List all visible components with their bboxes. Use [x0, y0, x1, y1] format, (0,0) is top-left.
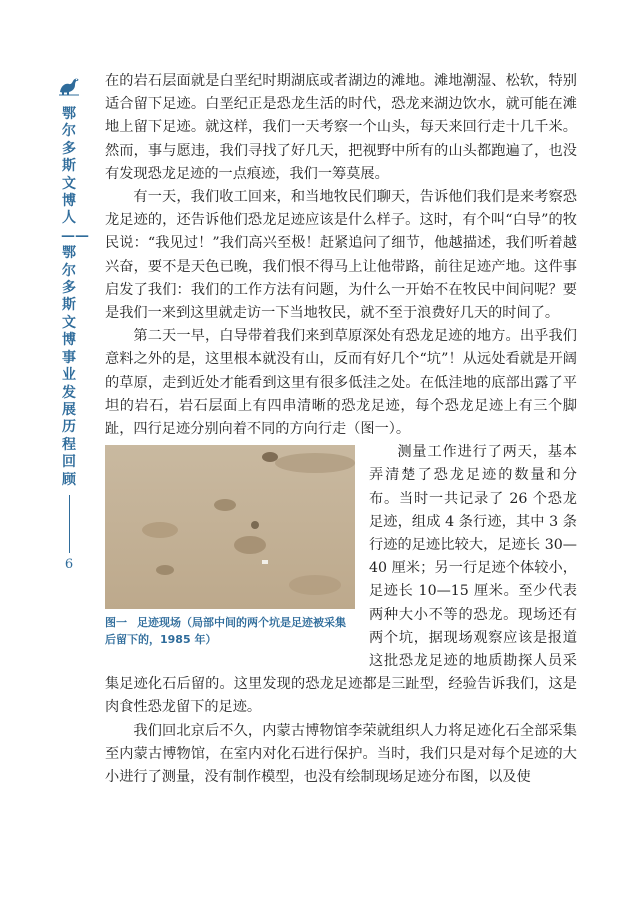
figure-label: 图一 [105, 616, 127, 630]
figure-caption-text: 足迹现场（局部中间的两个坑是足迹被采集后留下的，1985 年） [105, 616, 346, 647]
sidebar-divider [69, 495, 70, 553]
paragraph-3: 第二天一早，白导带着我们来到草原深处有恐龙足迹的地方。出乎我们意料之外的是，这里根本就没有山，反而有好几个“坑”！从远处看就是开阔的草原，走到近处才能看到这里有很多低洼之处。在低洼地的底部出露了平坦的岩石，岩石层面上有四串清晰的恐龙足迹，每个恐龙足迹上有三个脚趾，四行足迹分别向着不同的方向行走（图一）。 [105, 328, 577, 438]
sidebar [56, 74, 89, 572]
figure-1 [105, 445, 355, 648]
paragraph-2: 有一天，我们收工回来，和当地牧民们聊天，告诉他们我们是来考察恐龙足迹的，还告诉他们恐龙足迹应该是什么样子。这时，有个叫“白导”的牧民说：“我见过！”我们高兴至极！赶紧追问了细节，他越描述，我们听着越兴奋，要不是天色已晚，我们恨不得马上让他带路，前往足迹产地。这件事启发了我们：我们的工作方法有问题，为什么一开始不在牧民中间问呢？要是我们一来到这里就走访一下当地牧民，就不至于浪费好几天的时间了。 [105, 189, 577, 322]
paragraph-4: 测量工作进行了两天，基本弄清楚了恐龙足迹的数量和分布。当时一共记录了 26 个恐龙足迹，组成 4 条行迹，其中 3 条行迹的足迹比较大，足迹长 30—40 厘米；另一行足迹个体较小，足迹长 10—15 厘米。至少代表两种大小不等的恐龙。现场还有两个坑，据现场观察应该是报道这批恐龙足迹的地质勘探人员采集足迹化石后留的。这里发现的恐龙足迹都是三趾型，经验告诉我们，这是肉食性恐龙留下的足迹。 [105, 444, 577, 716]
paragraph-5: 我们回北京后不久，内蒙古博物馆李荣就组织人力将足迹化石全部采集至内蒙古博物馆，在室内对化石进行保护。当时，我们只是对每个足迹的大小进行了测量，没有制作模型，也没有绘制现场足迹分布图，以及使 [105, 722, 577, 786]
footprint-site-photo [105, 445, 355, 609]
figure-caption [105, 614, 355, 648]
page-number: 6 [64, 556, 74, 572]
running-title: 鄂尔多斯文博人——鄂尔多斯文博事业发展历程回顾 [61, 106, 89, 488]
paragraph-1: 在的岩石层面就是白垩纪时期湖底或者湖边的滩地。滩地潮湿、松软，特别适合留下足迹。白垩纪正是恐龙生活的时代，恐龙来湖边饮水，就可能在滩地上留下足迹。就这样，我们一天考察一个山头，每天来回行走十几千米。然而，事与愿违，我们寻找了好几天，把视野中所有的山头都跑遍了，也没有发现恐龙足迹的一点痕迹，我们一筹莫展。 [105, 73, 577, 182]
article-body [105, 70, 577, 789]
dinosaur-logo-icon [57, 74, 81, 98]
